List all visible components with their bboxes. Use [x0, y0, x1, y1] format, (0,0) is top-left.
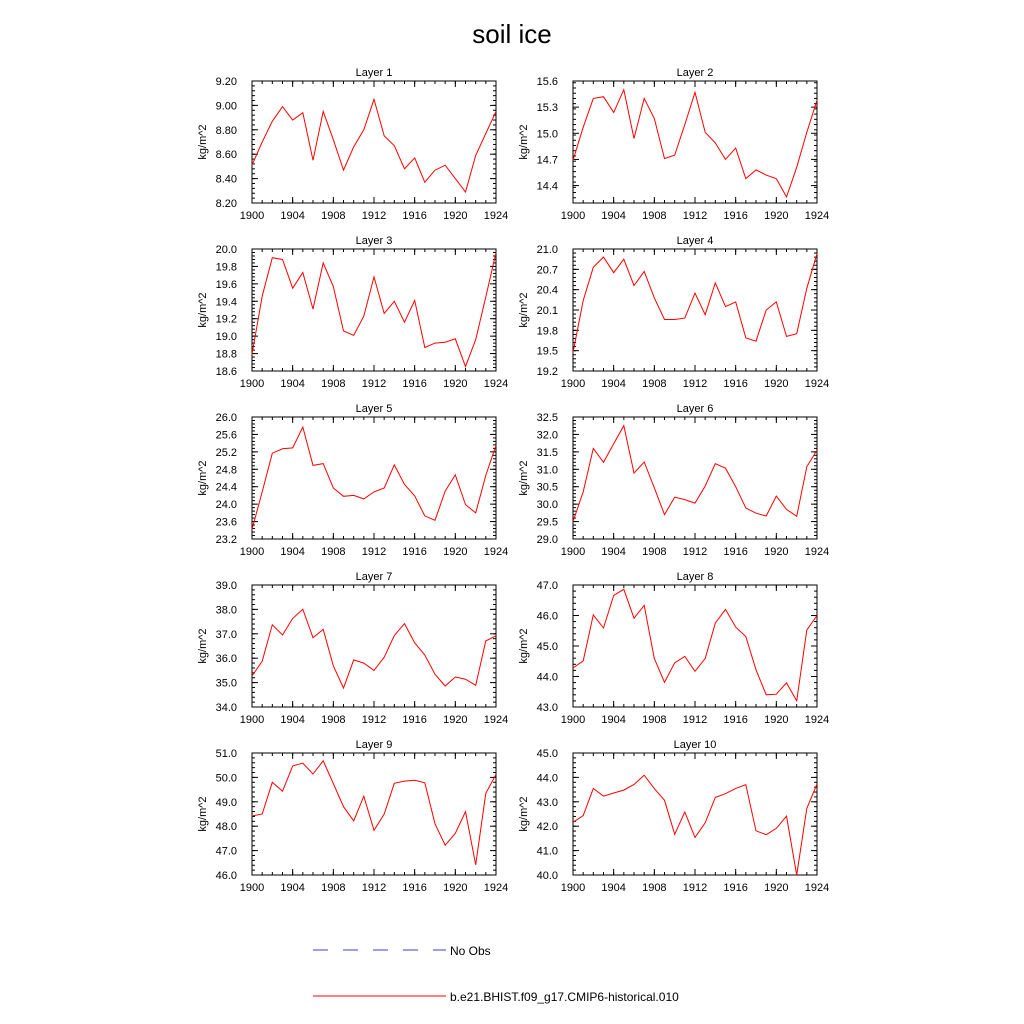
y-tick-label: 26.0: [215, 412, 237, 424]
series-line-model: [573, 254, 817, 353]
y-tick-label: 45.0: [536, 641, 558, 653]
x-tick-label: 1916: [402, 546, 427, 558]
panel-title: Layer 2: [676, 67, 714, 79]
x-tick-label: 1908: [642, 882, 667, 894]
y-tick-label: 23.6: [215, 516, 237, 529]
x-tick-label: 1904: [280, 714, 305, 726]
panel-title: Layer 8: [676, 571, 714, 583]
x-tick-label: 1904: [601, 714, 626, 726]
x-tick-label: 1916: [402, 378, 427, 390]
legend-model-label: b.e21.BHIST.f09_g17.CMIP6-historical.010: [450, 990, 679, 1004]
x-tick-label: 1916: [723, 546, 748, 558]
x-tick-label: 1900: [560, 882, 586, 894]
series-line-model: [252, 253, 496, 367]
y-tick-label: 15.6: [536, 76, 558, 88]
x-tick-label: 1912: [361, 210, 387, 222]
x-tick-label: 1904: [601, 546, 626, 558]
y-axis-label: kg/m^2: [197, 796, 209, 832]
x-tick-label: 1916: [723, 882, 748, 894]
panel-layer-7: [197, 571, 508, 726]
x-tick-label: 1908: [642, 378, 667, 390]
x-tick-label: 1904: [280, 378, 305, 390]
y-tick-label: 34.0: [215, 702, 237, 714]
panel-layer-4: [518, 235, 829, 390]
y-tick-label: 24.8: [215, 464, 237, 477]
x-tick-label: 1924: [804, 714, 830, 726]
y-tick-label: 44.0: [536, 671, 558, 684]
y-tick-label: 45.0: [536, 748, 558, 760]
x-tick-label: 1908: [321, 378, 346, 390]
series-line-model: [573, 90, 817, 197]
panel-layer-6: [518, 403, 829, 558]
y-tick-label: 20.7: [536, 264, 558, 277]
panel-layer-8: [518, 571, 829, 726]
series-line-model: [573, 426, 817, 522]
x-tick-label: 1924: [483, 546, 509, 558]
y-tick-label: 50.0: [215, 772, 237, 785]
x-tick-label: 1916: [402, 882, 427, 894]
y-tick-label: 32.5: [536, 412, 558, 424]
x-tick-label: 1920: [764, 378, 789, 390]
y-axis-label: kg/m^2: [518, 124, 530, 160]
series-line-model: [252, 609, 496, 688]
x-tick-label: 1908: [321, 546, 346, 558]
y-tick-label: 23.2: [215, 534, 237, 546]
x-tick-label: 1912: [682, 546, 708, 558]
y-tick-label: 37.0: [215, 628, 237, 641]
y-tick-label: 43.0: [536, 796, 558, 809]
y-tick-label: 47.0: [536, 580, 558, 592]
x-tick-label: 1924: [804, 210, 830, 222]
panel-layer-9: [197, 739, 508, 894]
y-tick-label: 29.0: [536, 534, 558, 546]
y-tick-label: 19.6: [215, 278, 237, 291]
y-tick-label: 15.0: [536, 128, 558, 141]
x-tick-label: 1900: [560, 546, 586, 558]
y-tick-label: 8.80: [215, 124, 237, 137]
x-tick-label: 1908: [642, 546, 667, 558]
panel-title: Layer 7: [355, 571, 393, 583]
x-tick-label: 1900: [560, 210, 586, 222]
panel-title: Layer 4: [676, 235, 714, 247]
x-tick-label: 1916: [723, 378, 748, 390]
x-tick-label: 1916: [402, 210, 427, 222]
y-axis-label: kg/m^2: [197, 460, 209, 496]
panel-title: Layer 10: [673, 739, 717, 751]
y-tick-label: 24.0: [215, 499, 237, 512]
y-tick-label: 47.0: [215, 845, 237, 858]
x-tick-label: 1916: [723, 210, 748, 222]
y-tick-label: 44.0: [536, 772, 558, 785]
panel-layer-3: [197, 235, 508, 390]
x-tick-label: 1904: [280, 546, 305, 558]
x-tick-label: 1900: [239, 378, 265, 390]
x-tick-label: 1908: [642, 210, 667, 222]
series-line-model: [573, 589, 817, 701]
x-tick-label: 1912: [682, 210, 708, 222]
series-line-model: [252, 761, 496, 865]
y-tick-label: 20.4: [536, 284, 558, 297]
panel-title: Layer 3: [355, 235, 393, 247]
y-tick-label: 9.20: [215, 76, 237, 88]
x-tick-label: 1912: [361, 546, 387, 558]
y-tick-label: 46.0: [215, 870, 237, 882]
y-axis-label: kg/m^2: [518, 460, 530, 496]
x-tick-label: 1908: [642, 714, 667, 726]
panel-layer-5: [197, 403, 508, 558]
x-tick-label: 1920: [443, 882, 468, 894]
y-tick-label: 38.0: [215, 604, 237, 617]
series-line-model: [252, 427, 496, 529]
x-tick-label: 1908: [321, 882, 346, 894]
x-tick-label: 1912: [361, 714, 387, 726]
series-line-model: [252, 99, 496, 192]
panel-frame: [573, 753, 817, 875]
y-axis-label: kg/m^2: [197, 124, 209, 160]
y-tick-label: 31.5: [536, 446, 558, 459]
x-tick-label: 1900: [560, 714, 586, 726]
y-tick-label: 43.0: [536, 702, 558, 714]
x-tick-label: 1900: [560, 378, 586, 390]
y-tick-label: 8.20: [215, 198, 237, 210]
y-tick-label: 19.0: [215, 331, 237, 344]
y-tick-label: 19.2: [536, 366, 558, 378]
y-tick-label: 48.0: [215, 821, 237, 834]
x-tick-label: 1904: [601, 882, 626, 894]
y-tick-label: 21.0: [536, 244, 558, 256]
y-tick-label: 29.5: [536, 516, 558, 529]
panel-frame: [573, 81, 817, 203]
y-tick-label: 18.8: [215, 348, 237, 361]
y-tick-label: 51.0: [215, 748, 237, 760]
panel-title: Layer 9: [355, 739, 393, 751]
x-tick-label: 1912: [682, 714, 708, 726]
y-tick-label: 30.5: [536, 481, 558, 494]
y-tick-label: 19.2: [215, 313, 237, 326]
y-tick-label: 41.0: [536, 845, 558, 858]
x-tick-label: 1920: [764, 714, 789, 726]
x-tick-label: 1916: [402, 714, 427, 726]
x-tick-label: 1920: [764, 546, 789, 558]
panel-frame: [252, 585, 496, 707]
panel-layer-1: [197, 67, 508, 222]
x-tick-label: 1900: [239, 546, 265, 558]
x-tick-label: 1912: [682, 378, 708, 390]
y-axis-label: kg/m^2: [518, 292, 530, 328]
series-line-model: [573, 775, 817, 875]
panel-title: Layer 5: [355, 403, 393, 415]
legend-obs-label: No Obs: [450, 944, 491, 958]
y-tick-label: 14.4: [536, 180, 558, 193]
x-tick-label: 1912: [682, 882, 708, 894]
x-tick-label: 1920: [443, 210, 468, 222]
x-tick-label: 1900: [239, 210, 265, 222]
y-tick-label: 19.4: [215, 296, 237, 309]
x-tick-label: 1904: [601, 378, 626, 390]
y-axis-label: kg/m^2: [518, 796, 530, 832]
y-tick-label: 8.60: [215, 149, 237, 162]
y-tick-label: 39.0: [215, 580, 237, 592]
y-tick-label: 46.0: [536, 610, 558, 623]
legend: [313, 944, 679, 1004]
y-tick-label: 14.7: [536, 154, 558, 167]
y-tick-label: 32.0: [536, 429, 558, 442]
x-tick-label: 1920: [443, 714, 468, 726]
x-tick-label: 1912: [361, 882, 387, 894]
x-tick-label: 1924: [483, 378, 509, 390]
y-axis-label: kg/m^2: [518, 628, 530, 664]
panel-title: Layer 6: [676, 403, 714, 415]
y-tick-label: 25.2: [215, 446, 237, 459]
x-tick-label: 1920: [443, 546, 468, 558]
x-tick-label: 1924: [804, 378, 830, 390]
panel-title: Layer 1: [355, 67, 393, 79]
x-tick-label: 1904: [601, 210, 626, 222]
x-tick-label: 1916: [723, 714, 748, 726]
x-tick-label: 1924: [483, 882, 509, 894]
y-tick-label: 19.5: [536, 345, 558, 358]
x-tick-label: 1924: [483, 714, 509, 726]
panel-grid: [197, 67, 829, 894]
x-tick-label: 1900: [239, 882, 265, 894]
y-axis-label: kg/m^2: [197, 628, 209, 664]
x-tick-label: 1904: [280, 210, 305, 222]
x-tick-label: 1908: [321, 714, 346, 726]
y-tick-label: 25.6: [215, 429, 237, 442]
panel-layer-10: [518, 739, 829, 894]
y-tick-label: 8.40: [215, 173, 237, 186]
panel-frame: [573, 585, 817, 707]
y-tick-label: 35.0: [215, 677, 237, 690]
panel-frame: [573, 417, 817, 539]
y-tick-label: 18.6: [215, 366, 237, 378]
y-tick-label: 19.8: [536, 325, 558, 338]
y-tick-label: 40.0: [536, 870, 558, 882]
y-tick-label: 20.1: [536, 305, 558, 317]
x-tick-label: 1904: [280, 882, 305, 894]
x-tick-label: 1920: [764, 882, 789, 894]
y-tick-label: 42.0: [536, 821, 558, 834]
x-tick-label: 1920: [443, 378, 468, 390]
y-tick-label: 36.0: [215, 653, 237, 666]
y-tick-label: 31.0: [536, 464, 558, 477]
x-tick-label: 1900: [239, 714, 265, 726]
figure-title: soil ice: [472, 19, 552, 49]
x-tick-label: 1924: [804, 882, 830, 894]
panel-layer-2: [518, 67, 829, 222]
y-tick-label: 49.0: [215, 796, 237, 809]
x-tick-label: 1920: [764, 210, 789, 222]
panel-frame: [252, 417, 496, 539]
y-tick-label: 30.0: [536, 499, 558, 512]
x-tick-label: 1908: [321, 210, 346, 222]
panel-frame: [252, 753, 496, 875]
y-axis-label: kg/m^2: [197, 292, 209, 328]
y-tick-label: 15.3: [536, 102, 558, 115]
x-tick-label: 1924: [483, 210, 509, 222]
y-tick-label: 9.00: [215, 100, 237, 113]
x-tick-label: 1924: [804, 546, 830, 558]
y-tick-label: 20.0: [215, 244, 237, 256]
panel-frame: [252, 249, 496, 371]
y-tick-label: 19.8: [215, 261, 237, 274]
x-tick-label: 1912: [361, 378, 387, 390]
y-tick-label: 24.4: [215, 481, 237, 494]
